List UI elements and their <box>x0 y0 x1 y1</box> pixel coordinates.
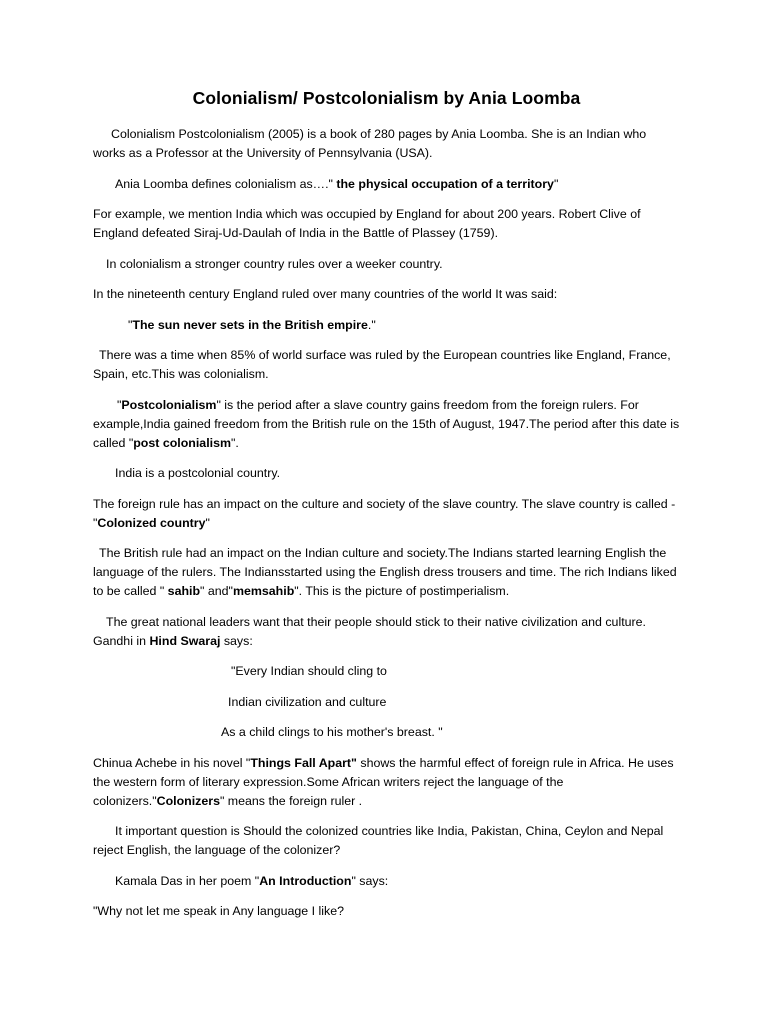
paragraph-world-surface: There was a time when 85% of world surface was ruled by the European countries like England, France, Spain, etc.This was colonialism. <box>93 348 671 381</box>
paragraph-stronger-country: In colonialism a stronger country rules over a weeker country. <box>106 256 443 271</box>
paragraph-important-question: It important question is Should the colonized countries like India, Pakistan, China, Ceylon and Nepal reject English, the language of the colonizer? <box>93 824 664 857</box>
paragraph-definition <box>93 175 680 194</box>
paragraph-postcolonialism <box>93 396 680 453</box>
bold-text: Postcolonialism <box>121 397 217 412</box>
text-run: " and" <box>200 584 233 598</box>
document-title: Colonialism/ Postcolonialism by Ania Loomba <box>192 88 581 108</box>
text-run: " says: <box>351 873 389 888</box>
text-run: " <box>128 317 133 332</box>
bold-text: Things Fall Apart" <box>250 755 357 770</box>
text-run: " means the foreign ruler . <box>219 793 363 808</box>
text-run: ". <box>230 435 239 450</box>
quote-line-2: Indian civilization and culture <box>228 694 387 709</box>
text-run: The British rule had an impact on the Indian culture and society.The Indians started learning English the language of the rulers. The Indiansstarted using the English dress trousers and time. The rich Indians liked to be called " <box>93 546 677 598</box>
paragraph-colonized-country <box>93 495 680 533</box>
paragraph-intro: Colonialism Postcolonialism (2005) is a book of 280 pages by Ania Loomba. She is an Indian who works as a Professor at the University of Pennsylvania (USA). <box>93 127 647 160</box>
text-run: ." <box>367 317 376 332</box>
paragraph-nineteenth-century: In the nineteenth century England ruled over many countries of the world It was said: <box>93 287 558 301</box>
bold-text: memsahib <box>232 584 295 598</box>
paragraph-poem-line: "Why not let me speak in Any language I like? <box>93 904 344 918</box>
text-run: " <box>117 397 122 412</box>
paragraph-kamala-das <box>93 872 680 891</box>
bold-text: sahib <box>167 584 201 598</box>
paragraph-example: For example, we mention India which was occupied by England for about 200 years. Robert Clive of England defeated Siraj-Ud-Daulah of India in the Battle of Plassey (1759). <box>93 207 641 240</box>
text-run: Chinua Achebe in his novel " <box>93 755 251 770</box>
bold-text: The sun never sets in the British empire <box>132 317 368 332</box>
bold-text: post colonialism <box>133 435 231 450</box>
text-run: " <box>205 515 210 530</box>
text-run: Ania Loomba defines colonialism as…." <box>115 176 337 191</box>
text-run: ". This is the picture of postimperialism. <box>294 584 510 598</box>
bold-text: Hind Swaraj <box>149 633 221 648</box>
text-run: The foreign rule has an impact on the culture and society of the slave country. The slave country is called -" <box>93 496 676 530</box>
bold-text: the physical occupation of a territory <box>336 176 554 191</box>
text-run: says: <box>220 633 253 648</box>
bold-text: Colonizers <box>156 793 220 808</box>
text-run: " <box>553 176 559 191</box>
paragraph-national-leaders <box>93 613 680 651</box>
paragraph-achebe <box>93 754 680 811</box>
text-run: " is the period after a slave country gains freedom from the foreign rulers. For example,India gained freedom from the British rule on the 15th of August, 1947.The period after this date is called " <box>93 397 680 450</box>
text-run: The great national leaders want that their people should stick to their native civilization and culture. Gandhi in <box>93 614 646 648</box>
paragraph-india-postcolonial: India is a postcolonial country. <box>115 466 281 480</box>
quote-line-1: "Every Indian should cling to <box>231 664 387 678</box>
paragraph-british-impact <box>93 544 680 601</box>
quote-line-3: As a child clings to his mother's breast. " <box>221 725 443 739</box>
bold-text: Colonized country <box>97 515 206 530</box>
text-run: shows the harmful effect of foreign rule in Africa. He uses the western form of literary expression.Some African writers reject the language of the colonizers." <box>93 755 674 808</box>
bold-text: An Introduction <box>259 873 352 888</box>
paragraph-sun-never-sets <box>93 316 680 335</box>
text-run: Kamala Das in her poem " <box>115 873 260 888</box>
